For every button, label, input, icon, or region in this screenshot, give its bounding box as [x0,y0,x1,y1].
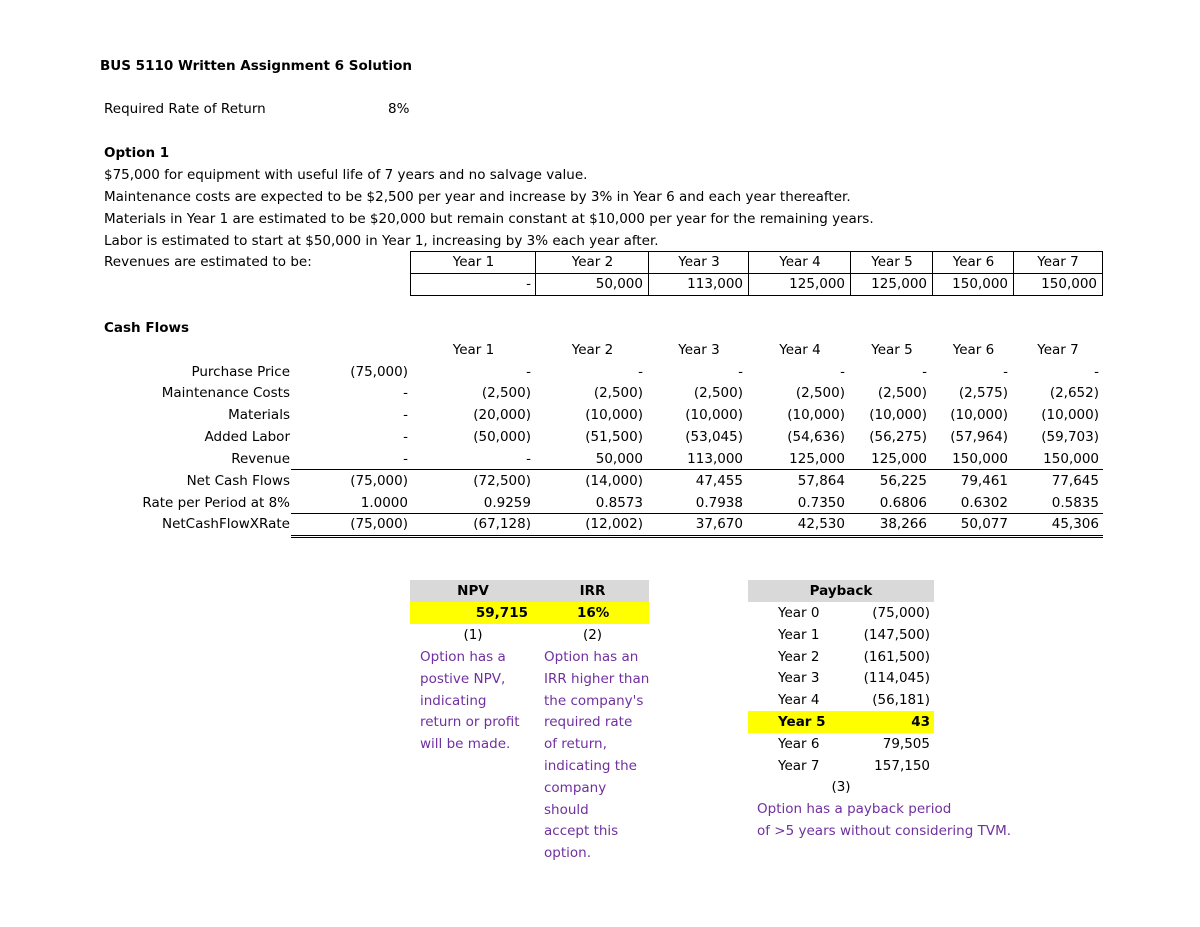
row-label: Net Cash Flows [186,473,290,489]
cash-flow-cell: 1.0000 [360,495,408,511]
payback-header: Payback [809,583,873,599]
cash-flow-cell: 113,000 [687,451,743,467]
note-line: indicating [420,692,487,709]
cash-flow-cell: 56,225 [879,473,927,489]
payback-value: 43 [911,714,930,730]
cash-flow-cell: 150,000 [1043,451,1099,467]
revenue-table-divider [932,251,933,296]
cash-flow-cell: - [403,407,408,423]
revenue-table-divider [535,251,536,296]
cash-flow-cell: (2,652) [1049,385,1099,401]
cash-flow-cell: 77,645 [1051,473,1099,489]
payback-year: Year 2 [778,648,820,665]
cash-flow-cell: (75,000) [350,364,408,380]
row-label: Maintenance Costs [161,385,290,401]
option-line: Labor is estimated to start at $50,000 in Year 1, increasing by 3% each year after. [104,233,659,249]
payback-year: Year 4 [778,692,820,709]
revenue-header: Year 6 [952,254,995,270]
payback-value: (147,500) [863,626,930,643]
note-line: will be made. [420,736,511,753]
revenue-value: - [526,276,531,292]
irr-value: 16% [577,605,610,621]
cash-flow-cell: (2,500) [877,385,927,401]
cash-flow-cell: (10,000) [787,407,845,423]
revenue-header: Year 3 [678,254,720,270]
note-line: indicating the [544,758,637,774]
cash-flow-cell: (10,000) [585,407,643,423]
payback-note-line: Option has a payback period [757,801,952,817]
note-line: accept this [544,823,619,840]
cash-flow-cell: - [526,364,531,380]
row-label: Materials [228,407,290,423]
row-label: Revenue [231,451,290,467]
cash-flow-cell: 0.6302 [960,495,1008,511]
payback-value: 157,150 [874,757,930,774]
cash-flow-cell: 57,864 [797,473,845,489]
npv-header: NPV [457,583,489,599]
cash-flow-cell: - [840,364,845,380]
cash-flow-cell: 125,000 [871,451,927,467]
cash-flow-cell: (72,500) [473,473,531,489]
cash-flow-cell: 42,530 [797,516,845,532]
cash-flow-cell: (2,500) [795,385,845,401]
cash-flow-cell: 45,306 [1051,516,1099,532]
revenue-header: Year 4 [779,254,821,270]
payback-value: 79,505 [882,735,930,752]
note-line: company [544,779,607,796]
cashflow-header: Year 1 [452,342,495,358]
payback-value: (161,500) [863,648,930,665]
cash-flow-cell: 0.8573 [595,495,643,511]
option-line: Maintenance costs are expected to be $2,500 per year and increase by 3% in Year 6 and each year thereafter. [104,189,851,205]
revenue-value: 125,000 [789,276,845,292]
cashflow-header: Year 5 [871,342,913,358]
payback-marker: (3) [831,779,851,795]
cash-flow-cell: 79,461 [960,473,1008,489]
revenue-table-divider [748,251,749,296]
cash-flow-cell: (56,275) [869,429,927,445]
cash-flow-cell: (2,500) [693,385,743,401]
cashflow-header: Year 7 [1037,342,1079,358]
payback-year: Year 1 [778,626,820,643]
option-line: Materials in Year 1 are estimated to be $20,000 but remain constant at $10,000 per year for the remaining years. [104,211,874,227]
cash-flow-cell: 0.7350 [797,495,845,511]
revenue-value: 125,000 [871,276,927,292]
irr-marker: (2) [582,627,603,643]
payback-year: Year 7 [778,757,820,774]
cash-flow-cell: (53,045) [685,429,743,445]
payback-value: (114,045) [863,670,930,687]
option-heading: Option 1 [104,145,170,161]
cash-flow-cell: (50,000) [473,429,531,445]
revenue-table-divider [648,251,649,296]
total-underline [291,469,1103,470]
irr-header: IRR [579,583,606,599]
cash-flow-cell: (67,128) [473,516,531,532]
payback-note-line: of >5 years without considering TVM. [757,823,1012,839]
revenue-header: Year 2 [571,254,614,270]
revenue-value: 50,000 [595,276,643,292]
cash-flow-cell: (10,000) [1041,407,1099,423]
row-label: Rate per Period at 8% [142,495,290,511]
note-line: required rate [544,714,633,731]
note-line: option. [544,845,591,862]
note-line: should [544,801,589,818]
cash-flow-cell: 0.9259 [483,495,531,511]
row-label: NetCashFlowXRate [161,516,290,532]
cash-flow-cell: - [403,429,408,445]
row-label: Added Labor [204,429,290,445]
option-line: $75,000 for equipment with useful life of 7 years and no salvage value. [104,167,588,183]
cash-flow-cell: 0.7938 [695,495,743,511]
revenue-value: 150,000 [1041,276,1097,292]
cashflow-header: Year 3 [678,342,720,358]
cash-flow-cell: (20,000) [473,407,531,423]
cash-flow-cell: - [526,451,531,467]
cash-flow-cell: - [1094,364,1099,380]
cash-flow-cell: 47,455 [695,473,743,489]
cashflow-header: Year 6 [952,342,995,358]
cash-flow-cell: - [738,364,743,380]
cash-flow-cell: (2,500) [481,385,531,401]
double-underline [291,535,1103,538]
payback-value: (56,181) [872,692,930,709]
note-line: return or profit [420,714,520,731]
cash-flow-cell: (10,000) [869,407,927,423]
cash-flow-cell: 50,000 [595,451,643,467]
revenue-header: Year 1 [452,254,495,270]
revenue-label: Revenues are estimated to be: [104,254,312,270]
note-line: postive NPV, [420,670,506,687]
required-rate-value: 8% [388,101,410,117]
total-underline [291,513,1103,514]
npv-marker: (1) [463,627,483,643]
cash-flow-cell: (57,964) [950,429,1008,445]
revenue-value: 113,000 [687,276,743,292]
cash-flow-cell: (51,500) [585,429,643,445]
revenue-table-divider [1013,251,1014,296]
cash-flows-heading: Cash Flows [104,320,189,336]
cash-flow-cell: 50,077 [960,516,1008,532]
note-line: IRR higher than [544,670,650,687]
payback-year: Year 0 [778,605,820,621]
cash-flow-cell: - [638,364,643,380]
note-line: Option has an [544,649,639,665]
cash-flow-cell: (2,500) [593,385,643,401]
cash-flow-cell: 0.6806 [879,495,927,511]
revenue-header: Year 7 [1037,254,1079,270]
revenue-table-divider [850,251,851,296]
cash-flow-cell: (54,636) [787,429,845,445]
cash-flow-cell: 0.5835 [1051,495,1099,511]
note-line: the company's [544,692,644,709]
payback-year: Year 6 [778,735,820,752]
cash-flow-cell: (75,000) [350,473,408,489]
cash-flow-cell: 38,266 [879,516,927,532]
npv-value: 59,715 [475,605,528,621]
row-label: Purchase Price [191,364,290,380]
cash-flow-cell: (14,000) [585,473,643,489]
required-rate-label: Required Rate of Return [104,101,266,117]
payback-year: Year 3 [778,670,820,687]
cash-flow-cell: - [403,451,408,467]
document-title: BUS 5110 Written Assignment 6 Solution [100,58,412,74]
cash-flow-cell: (2,575) [958,385,1008,401]
payback-value: (75,000) [872,605,930,621]
cashflow-header: Year 4 [779,342,821,358]
cash-flow-cell: - [403,385,408,401]
cash-flow-cell: (12,002) [585,516,643,532]
payback-year: Year 5 [778,714,826,730]
cash-flow-cell: 150,000 [952,451,1008,467]
cash-flow-cell: (59,703) [1041,429,1099,445]
cash-flow-cell: (10,000) [685,407,743,423]
cash-flow-cell: (10,000) [950,407,1008,423]
cash-flow-cell: - [1003,364,1008,380]
revenue-value: 150,000 [952,276,1008,292]
revenue-header: Year 5 [871,254,913,270]
cash-flow-cell: 37,670 [695,516,743,532]
note-line: Option has a [420,649,506,665]
cash-flow-cell: (75,000) [350,516,408,532]
cashflow-header: Year 2 [571,342,614,358]
cash-flow-cell: 125,000 [789,451,845,467]
revenue-table-divider [410,273,1103,274]
cash-flow-cell: - [922,364,927,380]
note-line: of return, [544,736,607,753]
